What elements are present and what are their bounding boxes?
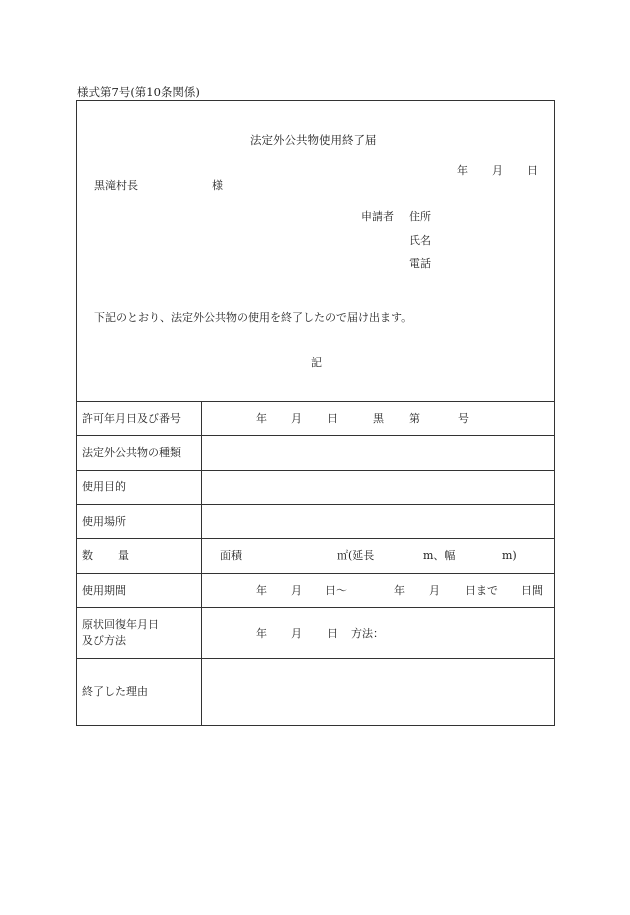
- restore-month: 月: [291, 627, 302, 640]
- column-divider: [201, 401, 202, 725]
- applicant-phone-label: 電話: [409, 257, 431, 270]
- row-divider: [76, 470, 555, 471]
- purpose-label: 使用目的: [82, 480, 126, 493]
- applicant-name-label: 氏名: [409, 234, 431, 247]
- permit-label: 許可年月日及び番号: [82, 412, 181, 425]
- period-day-1: 日〜: [325, 584, 347, 597]
- date-year: 年: [457, 164, 468, 177]
- place-label: 使用場所: [82, 515, 126, 528]
- row-divider: [76, 573, 555, 574]
- addressee-honorific: 様: [212, 179, 223, 192]
- row-divider: [76, 607, 555, 608]
- permit-year: 年: [256, 412, 267, 425]
- addressee-name: 黒滝村長: [94, 179, 138, 192]
- statement: 下記のとおり、法定外公共物の使用を終了したので届け出ます。: [94, 311, 413, 324]
- quantity-area: 面積: [220, 549, 242, 562]
- quantity-sqm: ㎡(延長: [337, 549, 375, 562]
- restore-day: 日: [327, 627, 338, 640]
- reason-label: 終了した理由: [82, 685, 148, 698]
- period-month-2: 月: [429, 584, 440, 597]
- quantity-label-1: 数: [82, 549, 93, 562]
- row-divider: [76, 538, 555, 539]
- period-year-2: 年: [394, 584, 405, 597]
- period-days: 日間: [521, 584, 543, 597]
- period-month-1: 月: [291, 584, 302, 597]
- quantity-width: m、幅: [423, 549, 456, 562]
- restore-label-2: 及び方法: [82, 634, 126, 647]
- restore-method: 方法：: [351, 627, 384, 640]
- table-top-border: [76, 401, 555, 402]
- applicant-address-label: 住所: [409, 210, 431, 223]
- quantity-label-2: 量: [118, 549, 129, 562]
- row-divider: [76, 658, 555, 659]
- permit-month: 月: [291, 412, 302, 425]
- permit-kuro: 黒: [373, 412, 384, 425]
- period-until: 日まで: [465, 584, 498, 597]
- applicant-label: 申請者: [361, 210, 394, 223]
- row-divider: [76, 504, 555, 505]
- form-number: 様式第7号(第10条関係): [77, 85, 200, 99]
- quantity-close: m): [502, 549, 517, 562]
- period-year-1: 年: [256, 584, 267, 597]
- permit-dai: 第: [409, 412, 420, 425]
- permit-go: 号: [458, 412, 469, 425]
- date-day: 日: [527, 164, 538, 177]
- restore-year: 年: [256, 627, 267, 640]
- row-divider: [76, 435, 555, 436]
- permit-day: 日: [327, 412, 338, 425]
- date-month: 月: [492, 164, 503, 177]
- period-label: 使用期間: [82, 584, 126, 597]
- form-title: 法定外公共物使用終了届: [250, 133, 377, 147]
- type-label: 法定外公共物の種類: [82, 446, 181, 459]
- restore-label-1: 原状回復年月日: [82, 618, 159, 631]
- ki-mark: 記: [311, 356, 322, 369]
